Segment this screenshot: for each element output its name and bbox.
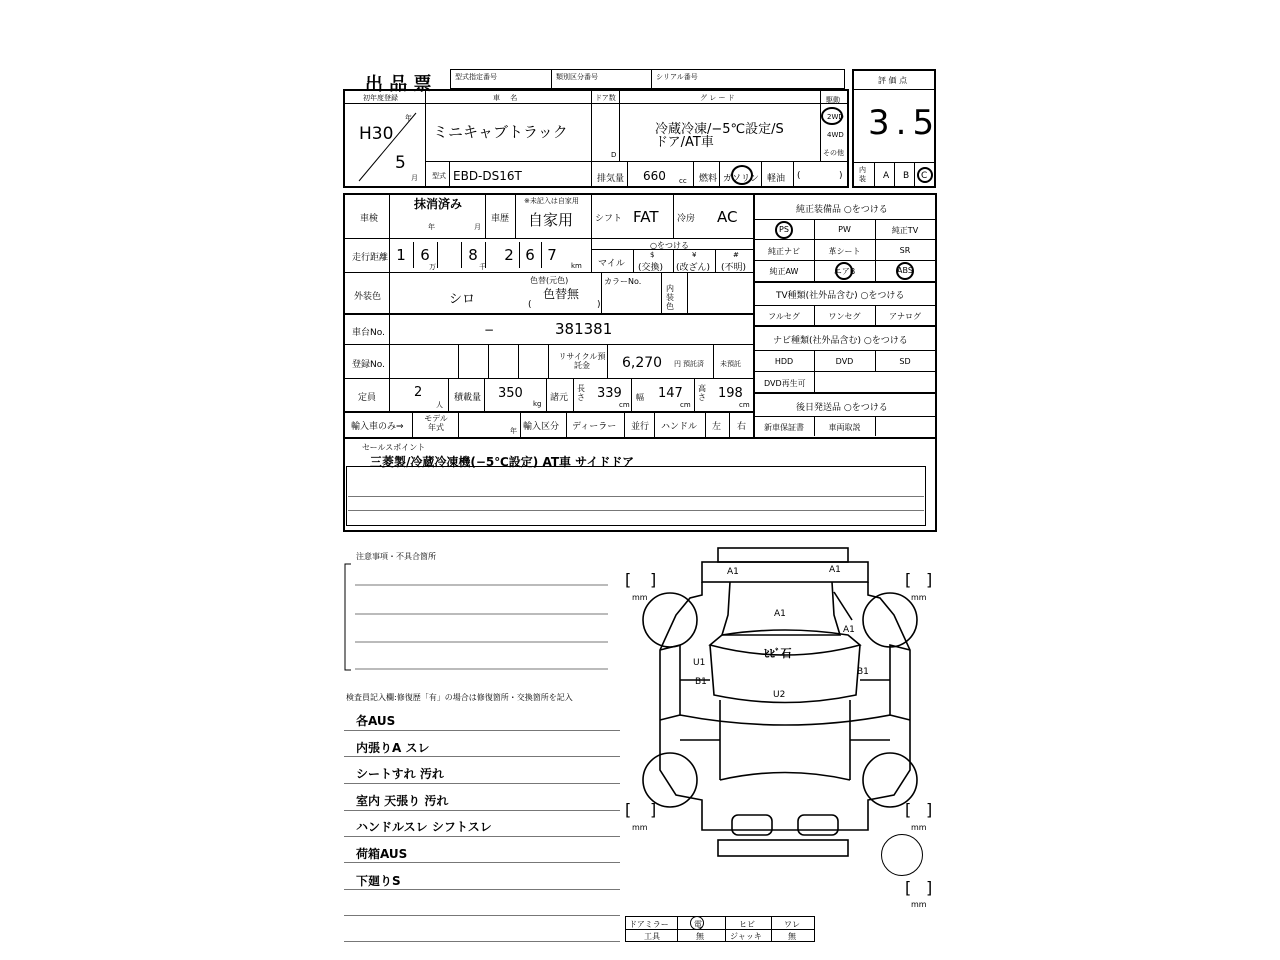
equip-item: PW [838,225,851,234]
damage-mark: A1 [727,567,739,577]
seats-label: 定員 [358,393,377,403]
colorno-label: カラーNo. [604,277,642,286]
inspector-note: シートすれ 汚れ [356,767,444,781]
displacement-value: 660 [643,169,666,183]
fuel-paren-close: ) [839,171,843,181]
history-value: 自家用 [528,211,574,229]
height-unit: cm [739,401,750,409]
inspector-note: 内張りA スレ [356,741,430,755]
mileage-digit: 6 [525,246,535,264]
inspector-note: 室内 天張り 汚れ [356,794,449,808]
history-label: 車歴 [491,214,510,224]
mirror-label: ドアミラー [629,920,669,929]
inspection-month-unit: 月 [474,223,481,231]
sales-point-text: 三菱製/冷蔵冷凍機(−5℃設定) AT車 サイドドア [370,455,634,469]
category-field [551,69,652,89]
load-value: 350 [498,386,523,401]
caution-box [343,558,623,678]
height-value: 198 [718,386,743,401]
recycle-value: 6,270 [622,355,663,371]
tv-item: アナログ [889,312,921,321]
ac-value: AC [717,208,738,226]
serial-label: シリアル番号 [656,73,698,81]
fuel-paren-open: ( [797,171,801,181]
score-box [852,69,941,188]
interior-a: A [883,171,890,181]
opt-unknown-sym: # [733,251,739,259]
damage-mark: A1 [774,609,786,619]
color-paren-close: ) [597,300,601,310]
history-note: ※未記入は自家用 [524,197,579,205]
tools-label: 工具 [644,932,660,941]
parallel: 並行 [631,422,650,432]
drive-2wd-circle [821,107,843,125]
bottom-table [625,916,815,942]
drive-2wd: 2WD [827,113,844,121]
month-unit: 月 [411,174,418,182]
color-paren-open: ( [528,300,532,310]
later-item: 車両取説 [828,423,861,432]
equip-item: 革シート [828,247,861,256]
opt-exchange-sym: $ [650,251,655,259]
model-year-label: モデル年式 [424,414,448,432]
unit-km: km [571,262,582,270]
name-label: 車 名 [493,94,522,102]
damage-mark: U1 [693,658,706,668]
drive-4wd: 4WD [827,131,844,139]
inspector-note: 各AUS [356,714,396,728]
type-cert-label: 型式指定番号 [455,73,497,81]
fuel-gasoline: ガソリン [723,174,760,184]
tire-bracket-fl-close: ] [650,570,657,589]
drive-other: その他 [823,149,844,157]
mileage-digit: 2 [504,246,514,264]
model-value: EBD-DS16T [453,169,522,183]
vehicle-diagram [620,540,950,870]
model-label: 型式 [432,172,446,180]
shift-label: シフト [595,214,623,224]
fuel-label: 燃料 [699,174,718,184]
height-label: 高さ [698,384,706,402]
equip-airbag-circle [835,262,853,280]
chassis-dash: − [484,323,495,337]
inspector-note: 荷箱AUS [356,847,408,861]
equip-abs-circle [896,262,914,280]
score-value: 3.5 [868,103,941,143]
import-class-label: 輸入区分 [523,422,560,432]
navi-item: HDD [774,357,794,366]
equip-item: 純正TV [891,226,919,235]
tire-bracket-rr-close: ] [926,800,933,819]
tire-bracket-rl-open: [ [625,800,632,819]
navi-title: ナビ種類(社外品含む) ○をつける [773,336,908,346]
ac-label: 冷房 [677,214,696,224]
damage-mark: B1 [695,677,707,687]
equip-item: ABS [897,266,913,275]
registration-label: 登録No. [352,360,385,370]
tire-bracket-sp-open: [ [905,878,912,897]
tire-mm-sp: mm [911,900,927,909]
color-value: シロ [449,292,476,307]
color-label: 外装色 [354,292,382,302]
door-label: ドア数 [595,94,616,102]
inspector-note: 下廻りS [356,874,401,888]
dims-label: 諸元 [550,393,569,403]
equip-item: 純正ナビ [768,247,800,256]
fuel-diesel: 軽油 [767,174,786,184]
width-value: 147 [658,386,683,401]
mirror-value: 電 [694,920,702,929]
shift-value: FAT [633,208,659,226]
deposited: 預託済 [683,360,704,368]
seats-value: 2 [414,385,423,400]
jack-value: 無 [788,932,796,941]
width-unit: cm [680,401,691,409]
tire-bracket-rl-close: ] [650,800,657,819]
recycle-unit: 円 [674,360,681,368]
damage-mark: A1 [843,625,855,635]
navi-item: SD [899,357,911,366]
navi-item: DVD [835,357,854,366]
interior-c-circle [917,167,933,183]
equip-item: エアB [833,267,856,276]
tire-mm-fl: mm [632,593,648,602]
tire-bracket-fr-open: [ [905,570,912,589]
mileage-digit: 1 [396,246,406,264]
handle-label: ハンドル [661,422,698,432]
first-reg-month: 5 [395,153,406,173]
mirror-circle [690,916,704,930]
grade-line2: ドア/AT車 [655,135,714,150]
interior-color-label: 内装色 [666,284,674,311]
door-unit: D [611,151,617,159]
drive-label: 駆動 [826,96,840,104]
damage-mark: A1 [829,565,841,575]
sales-point-label: セールスポイント [362,443,426,452]
recycle-label: リサイクル預託金 [558,352,606,370]
not-deposited: 未預託 [720,360,741,368]
load-label: 積載量 [454,393,482,403]
width-label: 幅 [636,393,644,402]
import-label: 輸入車のみ⇒ [351,422,404,432]
equipment-title: 純正装備品 ○をつける [796,205,888,215]
interior-label: 内装 [859,166,866,183]
inspector-label: 検査員記入欄:修復歴「有」の場合は修復箇所・交換箇所を記入 [346,693,573,702]
inspection-label: 車検 [360,214,379,224]
equip-item: SR [899,246,911,255]
tv-item: フルセグ [768,312,800,321]
equip-item: PS [779,225,789,234]
interior-b: B [903,171,910,181]
tire-mm-rl: mm [632,823,648,832]
mileage-digit: 7 [547,246,557,264]
chassis-value: 381381 [555,320,613,338]
opt-unknown: (不明) [721,263,747,273]
tire-mm-rr: mm [911,823,927,832]
equip-item: 純正AW [769,267,799,276]
tire-bracket-rr-open: [ [905,800,912,819]
inspection-year-unit: 年 [428,223,435,231]
tv-item: ワンセグ [828,312,861,321]
handle-right: 右 [737,422,747,432]
color-change-value: 色替無 [543,287,580,301]
tools-value: 無 [696,932,704,941]
damage-mark: U2 [773,690,786,700]
later-item: 新車保証書 [764,423,804,432]
length-label: 長さ [577,384,585,402]
score-label: 評 価 点 [878,76,908,85]
grade-line1: 冷蔵冷凍/−5℃設定/S [655,122,784,137]
jack-label: ジャッキ [730,932,762,941]
first-reg-year: H30 [359,124,394,144]
dvd-label: DVD再生可 [764,379,806,388]
equipment-panel [754,195,935,436]
grade-label: グ レ ー ド [700,94,735,102]
length-value: 339 [597,386,622,401]
car-name: ミニキャブトラック [433,123,568,141]
chassis-label: 車台No. [352,328,385,338]
mileage-circle-note: ○をつける [650,241,689,250]
fuel-gasoline-circle [731,165,753,185]
unit-sen: 千 [479,263,486,271]
type-cert-field [450,69,552,89]
inspector-note: ハンドルスレ シフトスレ [356,820,492,834]
load-unit: kg [533,400,542,408]
tire-bracket-fl-open: [ [625,570,632,589]
seats-unit: 人 [436,401,443,409]
model-year-unit: 年 [510,427,517,435]
dealer: ディーラー [572,422,617,432]
mileage-digits [389,238,591,272]
mileage-digit: 6 [420,246,430,264]
interior-c: C [921,171,928,181]
unit-man: 万 [429,263,436,271]
damage-mark: ﾋﾋﾞ石 [764,647,792,660]
opt-altered: (改ざん) [676,263,711,273]
hibi-label: ヒビ [739,920,755,929]
row1-box [343,89,849,188]
mile-label: マイル [598,259,625,269]
spare-tire-icon [881,834,923,876]
form-title: 出 品 票 [365,74,432,95]
serial-field [651,69,845,89]
displacement-label: 排気量 [597,174,625,184]
handle-left: 左 [712,422,722,432]
opt-exchange: (交換) [638,263,664,273]
damage-mark: B1 [857,667,869,677]
tire-mm-fr: mm [911,593,927,602]
mileage-label: 走行距離 [352,253,389,263]
equip-ps-circle [775,221,793,239]
tire-bracket-fr-close: ] [926,570,933,589]
year-unit: 年 [405,114,412,122]
mileage-digit: 8 [468,246,478,264]
displacement-unit: cc [679,177,687,185]
category-label: 類別区分番号 [556,73,598,81]
later-title: 後日発送品 ○をつける [796,403,888,413]
ware-label: ワレ [784,920,800,929]
tv-title: TV種類(社外品含む) ○をつける [776,291,905,301]
inspection-value: 抹消済み [414,197,463,211]
color-change-label: 色替(元色) [530,276,569,285]
caution-label: 注意事項・不具合箇所 [356,552,436,561]
first-reg-label: 初年度登録 [363,94,398,102]
length-unit: cm [619,401,630,409]
tire-bracket-sp-close: ] [926,878,933,897]
opt-altered-sym: ¥ [692,251,697,259]
